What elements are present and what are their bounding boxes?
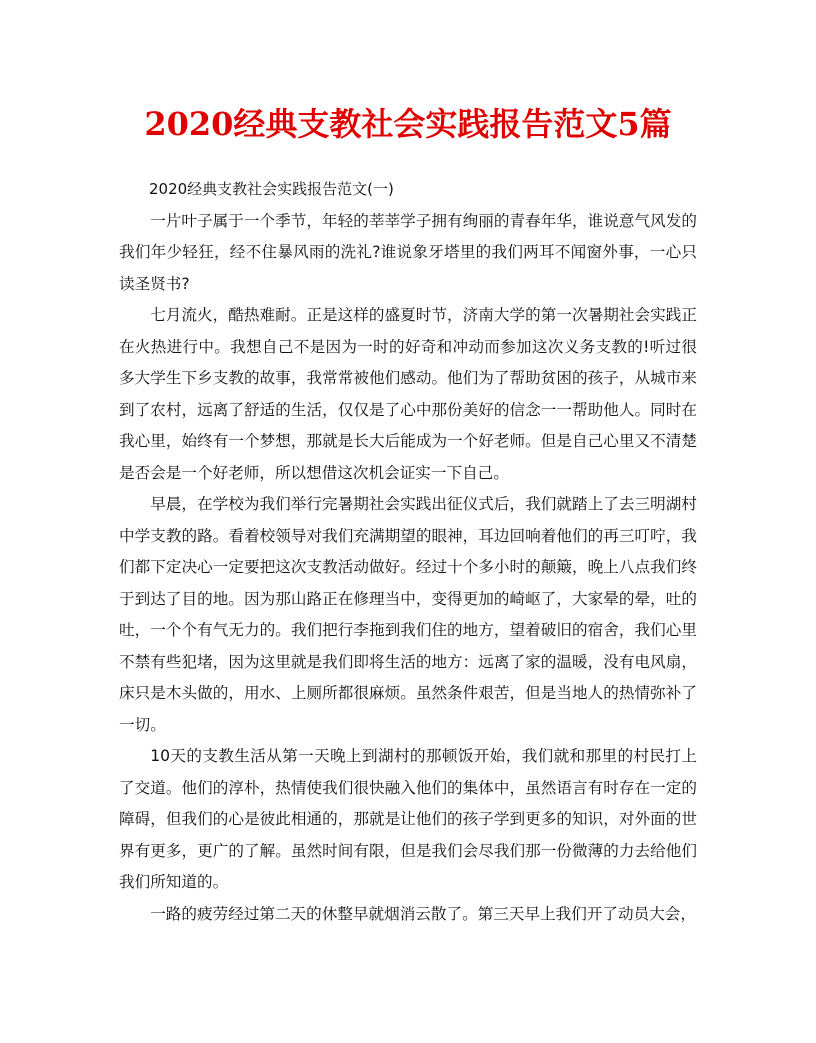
paragraph-4: 10天的支教生活从第一天晚上到湖村的那顿饭开始，我们就和那里的村民打上了交道。他们的淳朴，热情使我们很快融入他们的集体中，虽然语言有时存在一定的障碍，但我们的心是彼此相通的，那就是让他们的孩子学到更多的知识，对外面的世界有更多，更广的了解。虽然时间有限，但是我们会尽我们那一份微薄的力去给他们我们所知道的。 — [119, 747, 697, 891]
section-heading: 2020经典支教社会实践报告范文(一) — [149, 180, 394, 198]
document-title: 2020经典支教社会实践报告范文5篇 — [144, 105, 672, 143]
paragraph-3: 早晨，在学校为我们举行完暑期社会实践出征仪式后，我们就踏上了去三明湖村中学支教的路。看着校领导对我们充满期望的眼神，耳边回响着他们的再三叮咛，我们都下定决心一定要把这次支教活动做好。经过十个多小时的颠簸，晚上八点我们终于到达了目的地。因为那山路正在修理当中，变得更加的崎岖了，大家晕的晕，吐的吐，一个个有气无力的。我们把行李拖到我们住的地方，望着破旧的宿舍，我们心里不禁有些犯堵，因为这里就是我们即将生活的地方：远离了家的温暖，没有电风扇，床只是木头做的，用水、上厕所都很麻烦。虽然条件艰苦，但是当地人的热情弥补了一切。 — [119, 495, 697, 734]
paragraph-2: 七月流火，酷热难耐。正是这样的盛夏时节，济南大学的第一次暑期社会实践正在火热进行中。我想自己不是因为一时的好奇和冲动而参加这次义务支教的!听过很多大学生下乡支教的故事，我常常被他们感动。他们为了帮助贫困的孩子，从城市来到了农村，远离了舒适的生活，仅仅是了心中那份美好的信念一一帮助他人。同时在我心里，始终有一个梦想，那就是长大后能成为一个好老师。但是自己心里又不清楚是否会是一个好老师，所以想借这次机会证实一下自己。 — [119, 306, 697, 482]
paragraph-5: 一路的疲劳经过第二天的休整早就烟消云散了。第三天早上我们开了动员大会， — [150, 904, 696, 923]
document-body — [119, 174, 697, 930]
paragraph-1: 一片叶子属于一个季节，年轻的莘莘学子拥有绚丽的青春年华，谁说意气风发的我们年少轻狂，经不住暴风雨的洗礼?谁说象牙塔里的我们两耳不闻窗外事，一心只读圣贤书? — [119, 211, 697, 293]
